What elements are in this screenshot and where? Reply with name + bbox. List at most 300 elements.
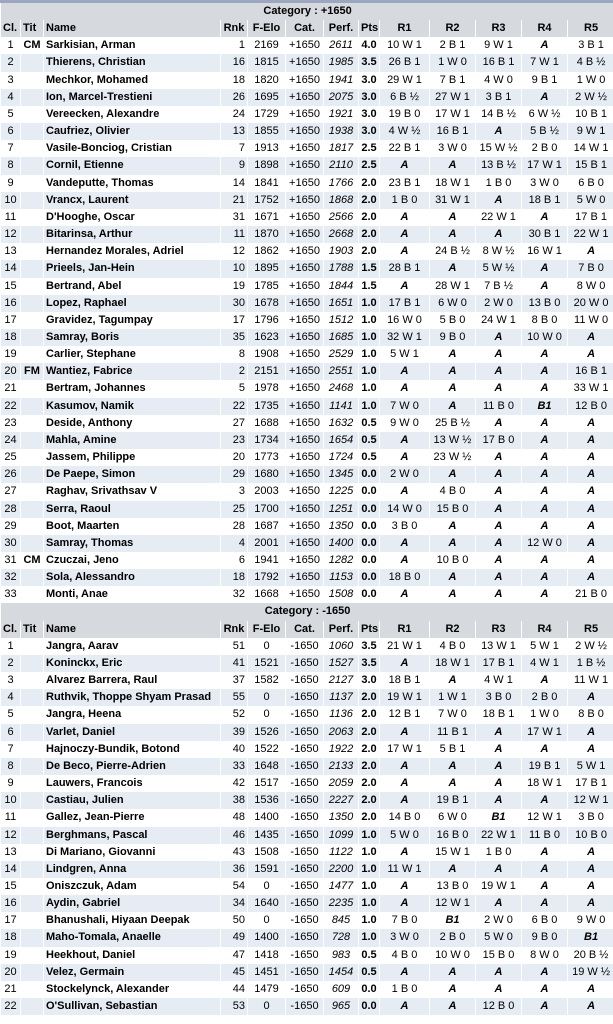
cell: 9 W 0: [568, 912, 613, 929]
column-header[interactable]: R3: [476, 621, 521, 638]
player-row: [1, 192, 613, 209]
cell: 38: [221, 792, 247, 809]
cell: A: [522, 449, 567, 466]
cell: 3: [221, 483, 247, 500]
cell: A: [522, 569, 567, 586]
column-header[interactable]: R5: [568, 20, 613, 37]
cell: 965: [324, 998, 358, 1015]
cell: 11: [1, 809, 20, 826]
cell: A: [476, 552, 521, 569]
column-header[interactable]: Cl.: [1, 621, 20, 638]
cell: A: [380, 209, 429, 226]
column-header[interactable]: Cat.: [286, 621, 323, 638]
cell: 1141: [324, 398, 358, 415]
cell: A: [476, 861, 521, 878]
column-header[interactable]: F-Elo: [248, 621, 285, 638]
cell: 7 W 1: [522, 54, 567, 71]
player-row: [1, 655, 613, 672]
standings-table: [0, 3, 613, 1015]
cell: 29 W 1: [380, 72, 429, 89]
column-header[interactable]: R4: [522, 20, 567, 37]
cell: 12 W 1: [568, 792, 613, 809]
cell: 54: [221, 878, 247, 895]
cell: 1766: [324, 175, 358, 192]
cell: 1820: [248, 72, 285, 89]
cell: 3 B 1: [568, 37, 613, 54]
column-header[interactable]: Tit: [21, 20, 43, 37]
cell: 1060: [324, 638, 358, 655]
cell: A: [430, 569, 475, 586]
cell: A: [476, 964, 521, 981]
cell: A: [476, 895, 521, 912]
cell: 1.5: [359, 278, 379, 295]
cell: [21, 209, 43, 226]
cell: 32: [1, 569, 20, 586]
cell: 0.5: [359, 432, 379, 449]
cell: Deside, Anthony: [44, 415, 220, 432]
cell: 2468: [324, 380, 358, 397]
cell: A: [430, 260, 475, 277]
cell: 17 B 1: [380, 295, 429, 312]
cell: A: [380, 432, 429, 449]
cell: -1650: [286, 689, 323, 706]
cell: 1: [1, 638, 20, 655]
cell: 1.0: [359, 827, 379, 844]
cell: 2235: [324, 895, 358, 912]
cell: 1 W 1: [430, 689, 475, 706]
cell: 0.5: [359, 947, 379, 964]
cell: 1.0: [359, 363, 379, 380]
cell: 3 B 0: [380, 518, 429, 535]
cell: 26 B 1: [380, 54, 429, 71]
cell: 19: [1, 947, 20, 964]
cell: Sarkisian, Arman: [44, 37, 220, 54]
column-header[interactable]: R1: [380, 20, 429, 37]
cell: 1400: [248, 809, 285, 826]
cell: 0.0: [359, 535, 379, 552]
cell: 5 W 1: [522, 638, 567, 655]
cell: FM: [21, 363, 43, 380]
cell: +1650: [286, 398, 323, 415]
cell: 2.0: [359, 741, 379, 758]
cell: 0.0: [359, 552, 379, 569]
player-row: [1, 878, 613, 895]
cell: A: [568, 861, 613, 878]
cell: A: [568, 998, 613, 1015]
category-title: Category : -1650: [1, 603, 613, 620]
column-header[interactable]: R4: [522, 621, 567, 638]
cell: 6 B 0: [522, 912, 567, 929]
cell: 1 B 0: [380, 192, 429, 209]
cell: 4 W ½: [380, 123, 429, 140]
cell: 9: [1, 775, 20, 792]
player-row: [1, 569, 613, 586]
cell: 2.0: [359, 243, 379, 260]
cell: 47: [221, 947, 247, 964]
cell: 3 B 1: [476, 89, 521, 106]
cell: 3 W 0: [380, 929, 429, 946]
cell: [21, 878, 43, 895]
player-row: [1, 329, 613, 346]
player-row: [1, 895, 613, 912]
cell: 15: [1, 278, 20, 295]
cell: 6: [1, 123, 20, 140]
column-header[interactable]: Name: [44, 621, 220, 638]
cell: 4 W 1: [476, 672, 521, 689]
player-row: [1, 535, 613, 552]
cell: [21, 518, 43, 535]
cell: 2063: [324, 724, 358, 741]
cell: 0.0: [359, 569, 379, 586]
cell: 1 W 0: [568, 72, 613, 89]
cell: 22 B 1: [380, 140, 429, 157]
cell: +1650: [286, 243, 323, 260]
cell: 12 W 1: [430, 895, 475, 912]
cell: 7 W 0: [430, 706, 475, 723]
player-row: [1, 552, 613, 569]
cell: A: [522, 741, 567, 758]
player-row: [1, 380, 613, 397]
cell: 13 W 1: [476, 638, 521, 655]
column-header[interactable]: Rnk: [221, 20, 247, 37]
cell: +1650: [286, 380, 323, 397]
cell: 12: [221, 243, 247, 260]
cell: A: [568, 466, 613, 483]
cell: [21, 398, 43, 415]
cell: A: [522, 37, 567, 54]
column-header[interactable]: R5: [568, 621, 613, 638]
cell: Prieels, Jan-Hein: [44, 260, 220, 277]
cell: -1650: [286, 741, 323, 758]
cell: 7 B 0: [380, 912, 429, 929]
cell: 2668: [324, 226, 358, 243]
cell: 15 W 1: [430, 844, 475, 861]
cell: 9 W 1: [476, 37, 521, 54]
cell: 15 B 1: [568, 157, 613, 174]
column-header[interactable]: F-Elo: [248, 20, 285, 37]
cell: 24: [221, 106, 247, 123]
cell: B1: [476, 809, 521, 826]
column-header[interactable]: R2: [430, 20, 475, 37]
cell: A: [430, 346, 475, 363]
cell: 33: [221, 758, 247, 775]
player-row: [1, 209, 613, 226]
cell: A: [430, 466, 475, 483]
cell: 53: [221, 998, 247, 1015]
cell: [21, 89, 43, 106]
player-row: [1, 758, 613, 775]
cell: 845: [324, 912, 358, 929]
cell: 1137: [324, 689, 358, 706]
cell: 0.5: [359, 415, 379, 432]
cell: 14: [1, 861, 20, 878]
column-header[interactable]: R2: [430, 621, 475, 638]
cell: 10 B 1: [568, 106, 613, 123]
cell: 33: [1, 586, 20, 603]
cell: B1: [430, 912, 475, 929]
cell: 18: [221, 72, 247, 89]
cell: 6 B 0: [568, 175, 613, 192]
column-header[interactable]: Perf.: [324, 20, 358, 37]
cell: 17 W 1: [430, 106, 475, 123]
cell: 2001: [248, 535, 285, 552]
cell: A: [522, 998, 567, 1015]
cell: 1521: [248, 655, 285, 672]
cell: 15 B 0: [430, 501, 475, 518]
cell: Velez, Germain: [44, 964, 220, 981]
cell: 6: [1, 724, 20, 741]
cell: 24 W 1: [476, 312, 521, 329]
player-row: [1, 586, 613, 603]
cell: 1862: [248, 243, 285, 260]
player-row: [1, 861, 613, 878]
cell: A: [568, 569, 613, 586]
cell: 728: [324, 929, 358, 946]
cell: 2: [1, 54, 20, 71]
cell: [21, 724, 43, 741]
cell: 7: [1, 140, 20, 157]
cell: 4: [221, 535, 247, 552]
cell: 6: [221, 552, 247, 569]
cell: 27 W 1: [430, 89, 475, 106]
cell: 17 B 1: [568, 775, 613, 792]
cell: [21, 123, 43, 140]
cell: 5 B ½: [522, 123, 567, 140]
cell: 1941: [248, 552, 285, 569]
column-header[interactable]: Pts: [359, 621, 379, 638]
cell: 14 B ½: [476, 106, 521, 123]
cell: [21, 964, 43, 981]
cell: -1650: [286, 947, 323, 964]
cell: 17 B 0: [476, 432, 521, 449]
cell: 39: [221, 724, 247, 741]
cell: 0: [248, 878, 285, 895]
column-header[interactable]: R3: [476, 20, 521, 37]
cell: +1650: [286, 295, 323, 312]
cell: 1136: [324, 706, 358, 723]
column-header[interactable]: R1: [380, 621, 429, 638]
cell: 6 W 0: [430, 809, 475, 826]
cell: +1650: [286, 466, 323, 483]
cell: 40: [221, 741, 247, 758]
cell: 8 W ½: [476, 243, 521, 260]
cell: B1: [522, 398, 567, 415]
column-header[interactable]: Rnk: [221, 621, 247, 638]
cell: A: [430, 964, 475, 981]
cell: 25: [221, 501, 247, 518]
cell: 11: [1, 209, 20, 226]
cell: 15: [1, 878, 20, 895]
cell: [21, 895, 43, 912]
cell: A: [522, 586, 567, 603]
cell: -1650: [286, 706, 323, 723]
cell: CM: [21, 552, 43, 569]
cell: 2.0: [359, 192, 379, 209]
cell: 5 W 1: [568, 758, 613, 775]
cell: 1724: [324, 449, 358, 466]
cell: 1870: [248, 226, 285, 243]
cell: 2 B 0: [522, 140, 567, 157]
cell: 1 W 0: [522, 706, 567, 723]
cell: 1522: [248, 741, 285, 758]
cell: Mechkor, Mohamed: [44, 72, 220, 89]
cell: A: [430, 363, 475, 380]
cell: Czuczai, Jeno: [44, 552, 220, 569]
cell: 1678: [248, 295, 285, 312]
cell: 7 B 1: [430, 72, 475, 89]
cell: +1650: [286, 449, 323, 466]
cell: Hajnoczy-Bundik, Botond: [44, 741, 220, 758]
cell: 3.0: [359, 89, 379, 106]
cell: -1650: [286, 655, 323, 672]
cell: 14 B 0: [380, 809, 429, 826]
cell: 2 B 1: [430, 37, 475, 54]
cell: A: [476, 415, 521, 432]
cell: 7 B 0: [568, 260, 613, 277]
column-header[interactable]: Cat.: [286, 20, 323, 37]
cell: 1508: [324, 586, 358, 603]
cell: 2.0: [359, 792, 379, 809]
cell: +1650: [286, 432, 323, 449]
player-row: [1, 175, 613, 192]
cell: A: [568, 844, 613, 861]
player-row: [1, 689, 613, 706]
cell: A: [522, 380, 567, 397]
cell: 2127: [324, 672, 358, 689]
cell: [21, 775, 43, 792]
cell: 1648: [248, 758, 285, 775]
cell: 1.0: [359, 312, 379, 329]
cell: A: [430, 775, 475, 792]
player-row: [1, 226, 613, 243]
cell: 1844: [324, 278, 358, 295]
cell: 44: [221, 981, 247, 998]
cell: A: [522, 878, 567, 895]
column-header[interactable]: Perf.: [324, 621, 358, 638]
cell: A: [568, 535, 613, 552]
cell: Thierens, Christian: [44, 54, 220, 71]
cell: [21, 380, 43, 397]
cell: 11 W 0: [568, 312, 613, 329]
cell: [21, 243, 43, 260]
cell: 20 B ½: [568, 947, 613, 964]
cell: 1978: [248, 380, 285, 397]
cell: 0: [248, 638, 285, 655]
cell: 1251: [324, 501, 358, 518]
cell: A: [476, 724, 521, 741]
cell: 11 B 1: [430, 724, 475, 741]
cell: +1650: [286, 535, 323, 552]
player-row: [1, 638, 613, 655]
cell: 9 W 0: [380, 415, 429, 432]
column-header[interactable]: Pts: [359, 20, 379, 37]
cell: [21, 638, 43, 655]
player-row: [1, 964, 613, 981]
cell: A: [380, 775, 429, 792]
cell: 1688: [248, 415, 285, 432]
cell: 1.0: [359, 329, 379, 346]
cell: A: [380, 552, 429, 569]
cell: 4: [1, 689, 20, 706]
cell: 1 B 0: [380, 981, 429, 998]
cell: A: [380, 363, 429, 380]
cell: A: [568, 483, 613, 500]
cell: 1654: [324, 432, 358, 449]
cell: Jangra, Aarav: [44, 638, 220, 655]
cell: 1.0: [359, 380, 379, 397]
cell: 18 B 1: [522, 192, 567, 209]
cell: 0.0: [359, 466, 379, 483]
cell: A: [522, 518, 567, 535]
column-header[interactable]: Tit: [21, 621, 43, 638]
cell: A: [380, 844, 429, 861]
cell: Lauwers, Francois: [44, 775, 220, 792]
column-header[interactable]: Cl.: [1, 20, 20, 37]
cell: 21 B 0: [568, 586, 613, 603]
cell: 1671: [248, 209, 285, 226]
cell: 9 B 0: [430, 329, 475, 346]
cell: 2551: [324, 363, 358, 380]
cell: A: [522, 432, 567, 449]
cell: A: [568, 501, 613, 518]
cell: 20: [1, 363, 20, 380]
cell: 1591: [248, 861, 285, 878]
cell: A: [430, 998, 475, 1015]
cell: 12 B 0: [476, 998, 521, 1015]
cell: 2566: [324, 209, 358, 226]
cell: 2.0: [359, 809, 379, 826]
cell: 22: [221, 398, 247, 415]
cell: Maho-Tomala, Anaelle: [44, 929, 220, 946]
cell: A: [430, 380, 475, 397]
cell: 28 B 1: [380, 260, 429, 277]
cell: 1.0: [359, 844, 379, 861]
player-row: [1, 466, 613, 483]
category-title-row: [1, 603, 613, 620]
cell: 28 W 1: [430, 278, 475, 295]
cell: 2.0: [359, 706, 379, 723]
cell: 17 W 1: [522, 724, 567, 741]
cell: 2.0: [359, 175, 379, 192]
cell: Vandeputte, Thomas: [44, 175, 220, 192]
player-row: [1, 243, 613, 260]
cell: A: [476, 346, 521, 363]
player-row: [1, 363, 613, 380]
column-header[interactable]: Name: [44, 20, 220, 37]
cell: 18 W 1: [430, 175, 475, 192]
cell: A: [522, 363, 567, 380]
cell: 1477: [324, 878, 358, 895]
player-row: [1, 157, 613, 174]
cell: 19: [1, 346, 20, 363]
cell: 22 W 1: [476, 827, 521, 844]
cell: 16 W 0: [380, 312, 429, 329]
cell: 12 W 0: [522, 535, 567, 552]
player-row: [1, 706, 613, 723]
cell: A: [568, 878, 613, 895]
player-row: [1, 947, 613, 964]
cell: A: [380, 758, 429, 775]
cell: [21, 861, 43, 878]
cell: +1650: [286, 37, 323, 54]
cell: 2529: [324, 346, 358, 363]
cell: A: [380, 157, 429, 174]
cell: [21, 809, 43, 826]
cell: 25 B ½: [430, 415, 475, 432]
cell: 5: [1, 106, 20, 123]
cell: -1650: [286, 861, 323, 878]
cell: 2.0: [359, 209, 379, 226]
